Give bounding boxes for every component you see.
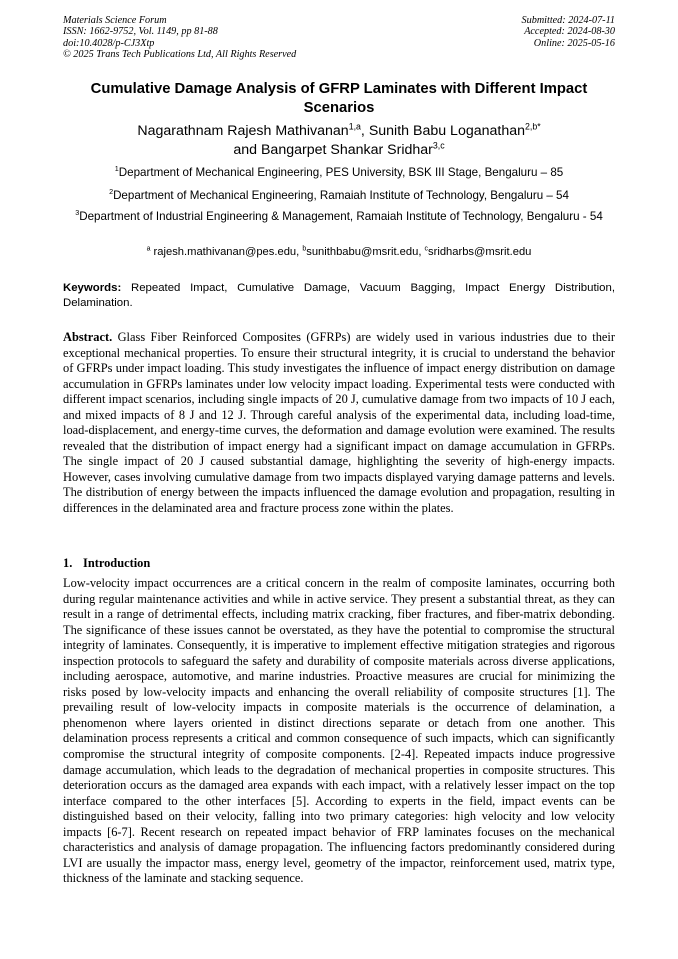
submission-dates [522, 15, 615, 49]
accepted-date: Accepted: 2024-08-30 [524, 26, 615, 38]
abstract-label: Abstract. [63, 330, 113, 344]
section-title: Introduction [83, 556, 151, 570]
affiliation: $^3$Department of Industrial Engineering & Management, Ramaiah Institute of Technology, Bengaluru - 54 [75, 208, 603, 223]
journal-doi: doi:10.4028/p-CJ3Xtp [63, 37, 155, 49]
journal-info [63, 15, 296, 61]
keywords-text: Repeated Impact, Cumulative Damage, Vacuum Bagging, Impact Energy Distribution, Delamination. [63, 282, 615, 309]
keywords [63, 281, 615, 311]
author-sup: 1,a [348, 121, 361, 132]
affiliation: $^1$Department of Mechanical Engineering, PES University, BSK III Stage, Bengaluru – 85 [114, 164, 564, 179]
section-heading [63, 556, 150, 571]
section-number: 1. [63, 556, 73, 570]
affiliation: $^2$Department of Mechanical Engineering, Ramaiah Institute of Technology, Bengaluru – 54 [109, 187, 569, 202]
paper-title: Cumulative Damage Analysis of GFRP Laminates with Different Impact Scenarios [90, 81, 588, 116]
email: sridharbs@msrit.edu [428, 246, 532, 258]
author-name: Sunith Babu Loganathan [368, 123, 526, 139]
author-emails: $^a$ rajesh.mathivanan@pes.edu, $^b$sunithbabu@msrit.edu, $^c$sridharbs@msrit.edu [146, 245, 532, 258]
abstract-text: Glass Fiber Reinforced Composites (GFRPs) are widely used in various industries due to their exceptional mechanical properties. To ensure their structural integrity, it is crucial to understand the behavior of GFRPs under impact loading. This study investigates the influence of impact energy distribution on damage accumulation in GFRPs laminates under low velocity impact loading. Experimental tests were conducted with different impact scenarios, including single impacts of 20 J, cumulative damage from two impacts of 10 J each, and mixed impacts of 8 J and 12 J. Through careful analysis of the experimental data, including load-time, load-displacement, and energy-time curves, the deformation and damage evolution were examined. The results revealed that the distribution of impact energy had a significant impact on damage accumulation in GFRPs. The single impact of 20 J caused substantial damage, highlighting the severity of high-energy impacts. However, cases involving cumulative damage from two impacts displayed varying damage patterns and levels. The distribution of energy between the impacts influenced the damage evolution and propagation, resulting in differences in the delaminated area and fracture process zone within the plates. [63, 330, 615, 516]
journal-name: Materials Science Forum [63, 15, 167, 26]
journal-copyright: © 2025 Trans Tech Publications Ltd, All Rights Reserved [63, 49, 297, 61]
email: sunithbabu@msrit.edu [306, 246, 419, 258]
email: rajesh.mathivanan@pes.edu [153, 246, 297, 258]
author-list: Nagarathnam Rajesh Mathivanan$^{1,a}$, Sunith Babu Loganathan$^{2,b*}$ and Bangarpet Shankar Sridhar$^{3,c}$ [137, 121, 541, 158]
journal-issn: ISSN: 1662-9752, Vol. 1149, pp 81-88 [63, 26, 218, 38]
submitted-date: Submitted: 2024-07-11 [521, 15, 615, 26]
author-sup: 2,b* [525, 121, 541, 132]
author-sup: 3,c [432, 140, 445, 151]
abstract [63, 330, 615, 517]
online-date: Online: 2025-05-16 [533, 37, 615, 49]
introduction-text: Low-velocity impact occurrences are a critical concern in the realm of composite laminates, occurring both during regular maintenance activities and while in active service. They present a substantial threat, as they can result in a range of detrimental effects, including matrix cracking, fiber fractures, and fiber-matrix debonding. The significance of these issues cannot be overstated, as they have the potential to compromise the structural integrity of laminates. Consequently, it is imperative to implement effective mitigation strategies and rigorous inspection protocols to safeguard the safety and durability of composite materials across diverse applications, including aerospace, automotive, and marine industries. Proactive measures are crucial for minimizing the risks posed by low-velocity impacts and enhancing the overall reliability of composite structures [1]. The prevailing result of low-velocity impacts in composite materials is the occurrence of delamination, a phenomenon where layers oriented in distinct directions separate or detach from one another. This delamination process represents a critical and common consequence of such impacts, which can significantly compromise the structural integrity of composite components. [2-4]. Repeated impacts induce progressive damage accumulation, which leads to the degradation of mechanical properties in composite structures. This deterioration occurs as the damaged area expands with each impact, with a relatively lesser impact on the top interface compared to the other interfaces [5]. According to experts in the field, impact events can be distinguished based on their velocity, falling into two primary categories: high velocity and low velocity impacts [6-7]. Recent research on repeated impact behavior of FRP laminates focuses on the mechanical characteristics and analysis of damage propagation. The influencing factors predominantly considered during LVI are usually the impactor mass, energy level, geometry of the impactor, reinforcement used, matrix type, thickness of the laminate and stacking sequence. [63, 576, 615, 886]
author-name: Bangarpet Shankar Sridhar [260, 142, 433, 158]
author-name: Nagarathnam Rajesh Mathivanan [137, 123, 349, 139]
keywords-label: Keywords: [63, 282, 122, 294]
